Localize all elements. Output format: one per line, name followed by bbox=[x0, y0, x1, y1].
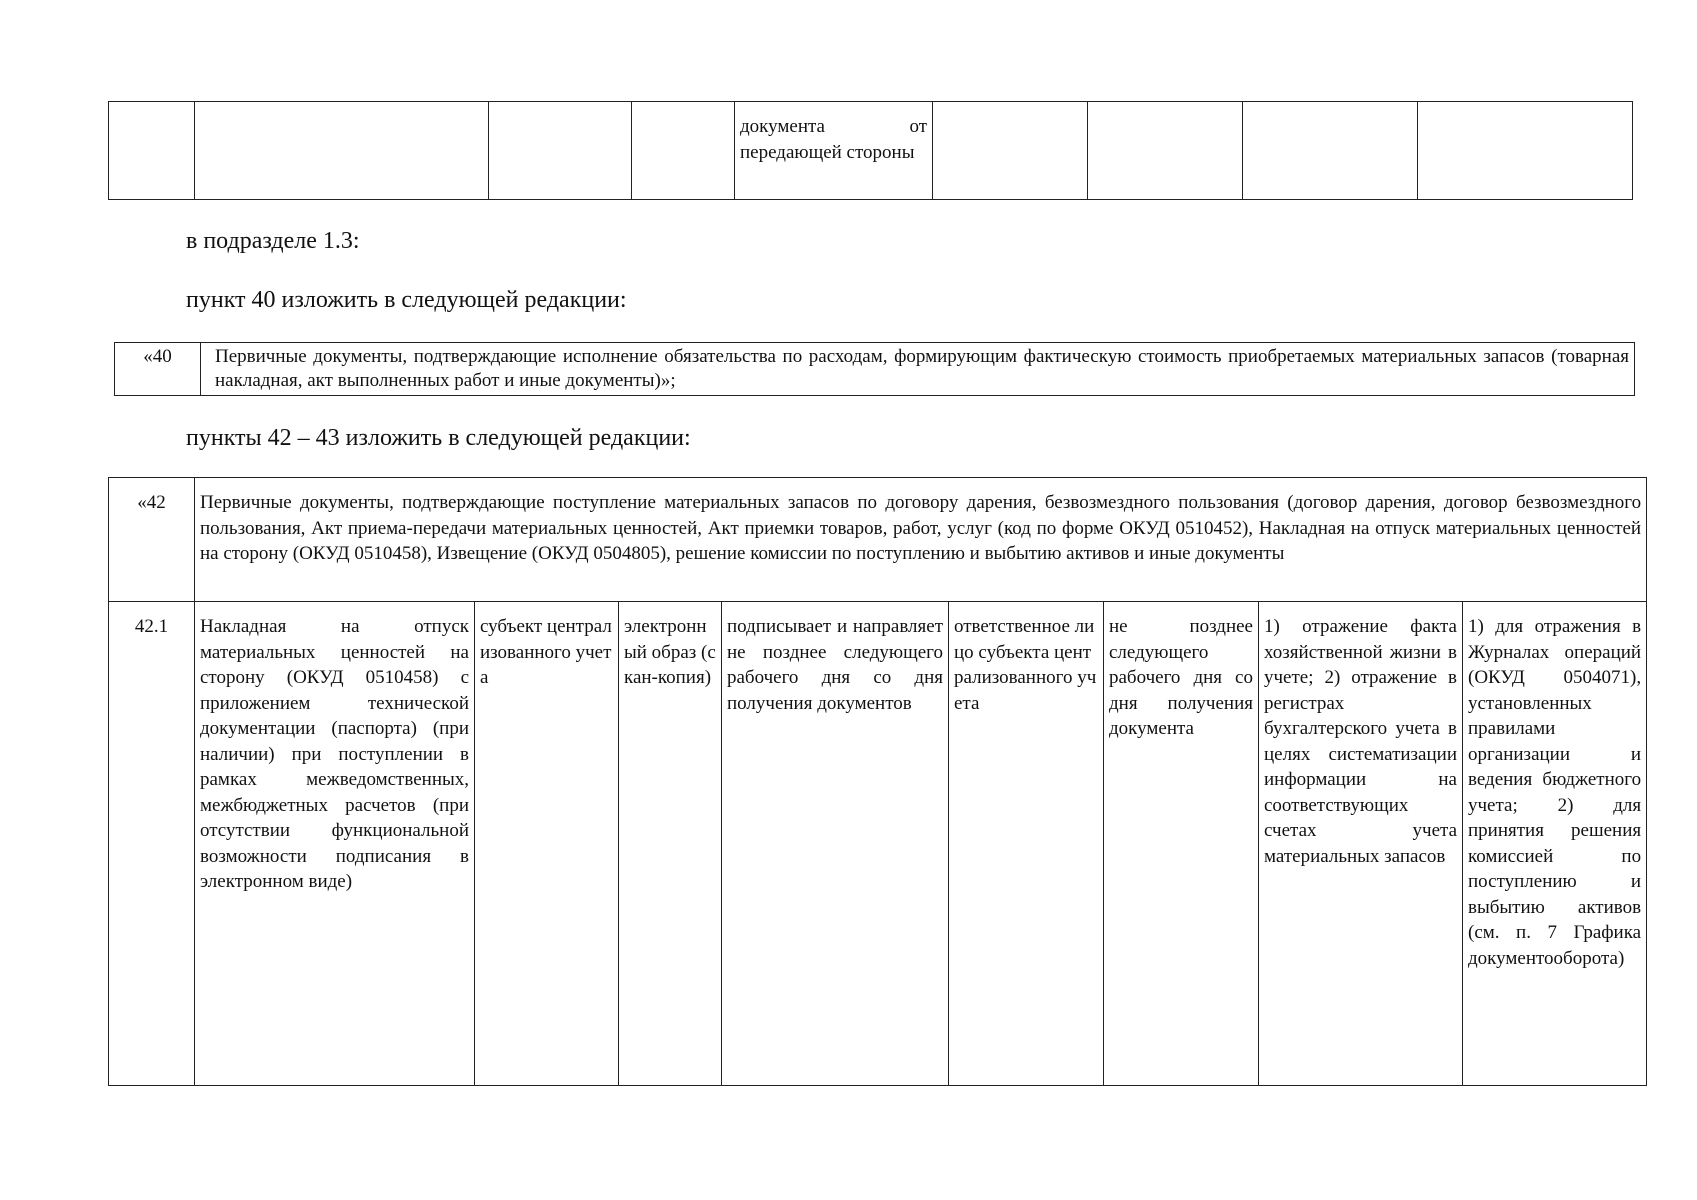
row-document: Накладная на отпуск материальных ценностей на сторону (ОКУД 0510458) с приложением технической документации (паспорта) (при наличии) при поступлении в рамках межведомственных, межбюджетных расчетов (при отсутствии функциональной возможности подписания в электронном виде) bbox=[195, 602, 475, 1086]
row-purpose: 1) отражение факта хозяйственной жизни в учете; 2) отражение в регистрах бухгалтерского учета в целях систематизации информации на соответствующих счетах учета материальных запасов bbox=[1259, 602, 1463, 1086]
item40-table bbox=[114, 342, 1635, 396]
item40-intro: пункт 40 изложить в следующей редакции: bbox=[186, 287, 627, 313]
row-creator: субъект централизованного учета bbox=[475, 602, 619, 1086]
subsection-heading: в подразделе 1.3: bbox=[186, 228, 360, 254]
top-cell-empty bbox=[109, 102, 195, 200]
item40-number: «40 bbox=[115, 343, 201, 396]
row-action: подписывает и направляет не позднее следующего рабочего дня со дня получения документов bbox=[722, 602, 949, 1086]
top-cell-empty bbox=[933, 102, 1088, 200]
row-form: электронный образ (скан-копия) bbox=[619, 602, 722, 1086]
top-cell-empty bbox=[195, 102, 489, 200]
top-cell-empty bbox=[1418, 102, 1633, 200]
top-cell-empty bbox=[1088, 102, 1243, 200]
item42-text: Первичные документы, подтверждающие поступление материальных запасов по договору дарения, безвозмездного пользования (договор дарения, договор безвозмездного пользования, Акт приема-передачи материальных ценностей, Акт приемки товаров, работ, услуг (код по форме ОКУД 0510452), Накладная на отпуск материальных ценностей на сторону (ОКУД 0510458), Извещение (ОКУД 0504805), решение комиссии по поступлению и выбытию активов и иные документы bbox=[195, 478, 1647, 602]
items4243-intro: пункты 42 – 43 изложить в следующей редакции: bbox=[186, 425, 691, 451]
item42-table bbox=[108, 477, 1647, 1086]
row-number: 42.1 bbox=[109, 602, 195, 1086]
item40-text: Первичные документы, подтверждающие исполнение обязательства по расходам, формирующим фактическую стоимость приобретаемых материальных запасов (товарная накладная, акт выполненных работ и иные документы)»; bbox=[201, 343, 1635, 396]
top-cell-document-source: документа от передающей стороны bbox=[735, 102, 933, 200]
row-deadline: не позднее следующего рабочего дня со дня получения документа bbox=[1104, 602, 1259, 1086]
row-notes: 1) для отражения в Журналах операций (ОКУД 0504071), установленных правилами организации и ведения бюджетного учета; 2) для принятия решения комиссией по поступлению и выбытию активов (см. п. 7 Графика документооборота) bbox=[1463, 602, 1647, 1086]
top-cell-empty bbox=[489, 102, 632, 200]
row-responsible: ответственное лицо субъекта централизованного учета bbox=[949, 602, 1104, 1086]
top-cell-empty bbox=[1243, 102, 1418, 200]
top-table bbox=[108, 101, 1633, 200]
item42-number: «42 bbox=[109, 478, 195, 602]
top-cell-empty bbox=[632, 102, 735, 200]
